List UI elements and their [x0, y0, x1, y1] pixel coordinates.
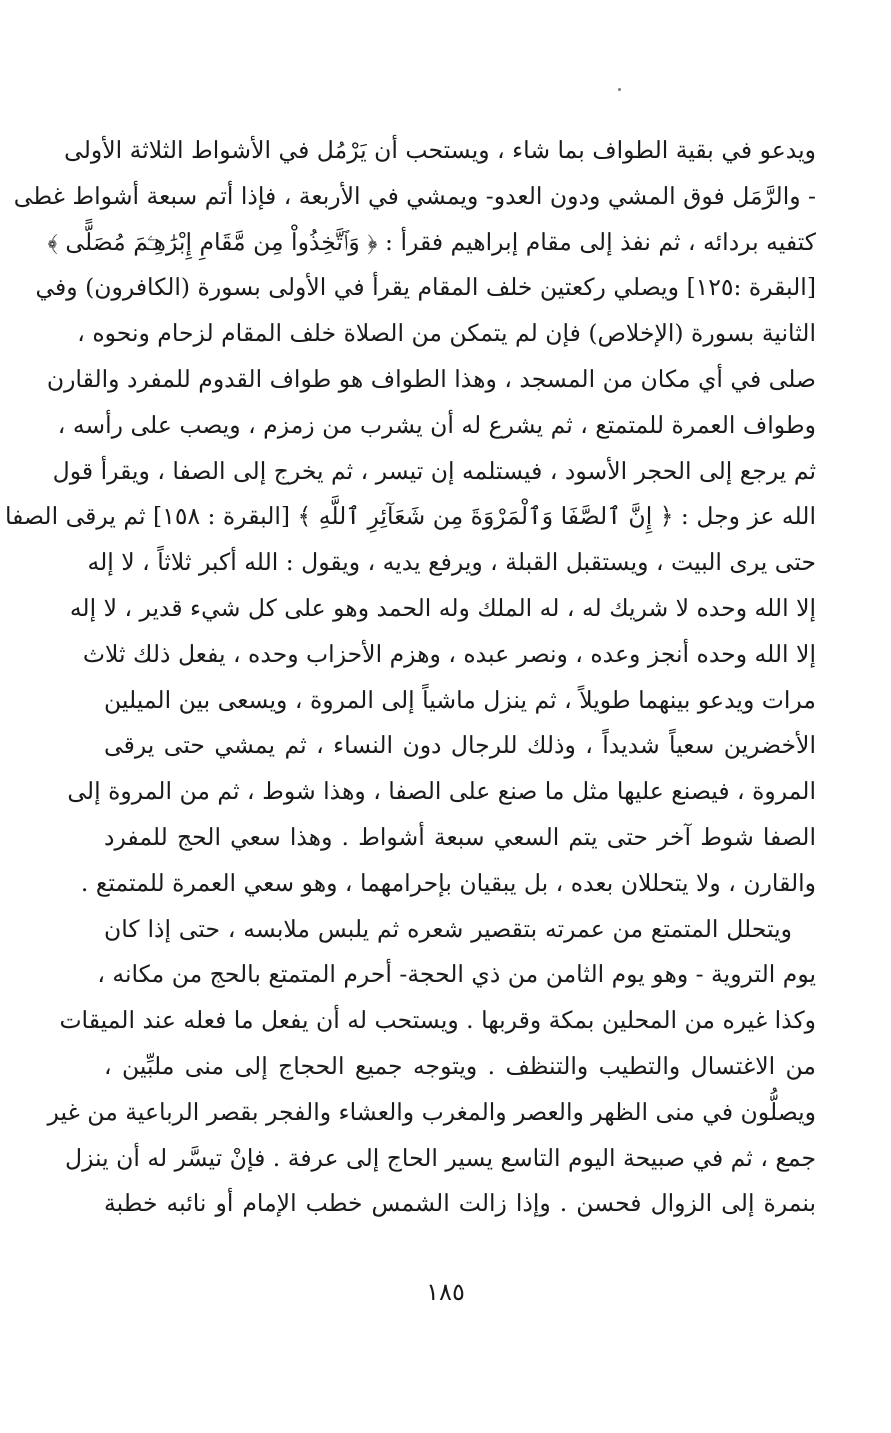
- text-line-quran-quote: كتفيه بردائه ، ثم نفذ إلى مقام إبراهيم فقرأ : ﴿ وَٱتَّخِذُواْ مِن مَّقَامِ إِبْرَٰهِـۧمَ مُصَلًّى ﴾: [47, 227, 816, 256]
- text-line: وكذا غيره من المحلين بمكة وقربها . ويستحب له أن يفعل ما فعله عند الميقات: [59, 1006, 816, 1035]
- page-mark: [618, 88, 621, 91]
- text-line: مرات ويدعو بينهما طويلاً ، ثم ينزل ماشياً إلى المروة ، ويسعى بين الميلين: [104, 685, 816, 714]
- text-line: بنمرة إلى الزوال فحسن . وإذا زالت الشمس خطب الإمام أو نائبه خطبة: [104, 1189, 816, 1218]
- text-line: ويتحلل المتمتع من عمرته بتقصير شعره ثم يلبس ملابسه ، حتى إذا كان: [104, 914, 792, 943]
- paragraph-end-line: والقارن ، ولا يتحللان بعده ، بل يبقيان بإحرامهما ، وهو سعي العمرة للمتمتع .: [80, 868, 816, 897]
- text-line: ثم يرجع إلى الحجر الأسود ، فيستلمه إن تيسر ، ثم يخرج إلى الصفا ، ويقرأ قول: [52, 456, 816, 485]
- text-line: جمع ، ثم في صبيحة اليوم التاسع يسير الحاج إلى عرفة . فإنْ تيسَّر له أن ينزل: [65, 1143, 816, 1172]
- text-line: - والرَّمَل فوق المشي ودون العدو- ويمشي في الأربعة ، فإذا أتم سبعة أشواط غطى: [13, 181, 816, 210]
- text-line: صلى في أي مكان من المسجد ، وهذا الطواف هو طواف القدوم للمفرد والقارن: [46, 364, 816, 393]
- text-line-quran-quote: الله عز وجل : ﴿ إِنَّ ٱلصَّفَا وَٱلْمَرْوَةَ مِن شَعَآئِرِ ٱللَّهِ ﴾ [البقرة : ١٥٨] ثم يرقى الصفا: [5, 502, 816, 531]
- body-text: [5, 128, 816, 1227]
- text-line: إلا الله وحده لا شريك له ، له الملك وله الحمد وهو على كل شيء قدير ، لا إله: [69, 593, 816, 622]
- page-number: ١٨٥: [426, 1278, 465, 1306]
- text-line: المروة ، فيصنع عليها مثل ما صنع على الصفا ، وهذا شوط ، ثم من المروة إلى: [67, 777, 816, 806]
- text-line: حتى يرى البيت ، ويستقبل القبلة ، ويرفع يديه ، ويقول : الله أكبر ثلاثاً ، لا إله: [87, 548, 816, 577]
- text-line: [البقرة :١٢٥] ويصلي ركعتين خلف المقام يقرأ في الأولى بسورة (الكافرون) وفي: [35, 273, 816, 302]
- text-line: الأخضرين سعياً شديداً ، وذلك للرجال دون النساء ، ثم يمشي حتى يرقى: [104, 731, 816, 760]
- text-line: يوم التروية - وهو يوم الثامن من ذي الحجة- أحرم المتمتع بالحج من مكانه ،: [97, 960, 816, 989]
- text-line: إلا الله وحده أنجز وعده ، ونصر عبده ، وهزم الأحزاب وحده ، يفعل ذلك ثلاث: [82, 639, 816, 668]
- text-line: الثانية بسورة (الإخلاص) فإن لم يتمكن من الصلاة خلف المقام لزحام ونحوه ،: [77, 319, 816, 348]
- text-line: ويصلُّون في منى الظهر والعصر والمغرب والعشاء والفجر بقصر الرباعية من غير: [47, 1097, 816, 1126]
- text-line: ويدعو في بقية الطواف بما شاء ، ويستحب أن يَرْمُل في الأشواط الثلاثة الأولى: [64, 136, 816, 164]
- text-line: الصفا شوط آخر حتى يتم السعي سبعة أشواط . وهذا سعي الحج للمفرد: [104, 822, 816, 851]
- text-line: وطواف العمرة للمتمتع ، ثم يشرع له أن يشرب من زمزم ، ويصب على رأسه ،: [57, 410, 816, 439]
- text-line: من الاغتسال والتطيب والتنظف . ويتوجه جميع الحجاج إلى منى ملبِّين ،: [104, 1051, 816, 1080]
